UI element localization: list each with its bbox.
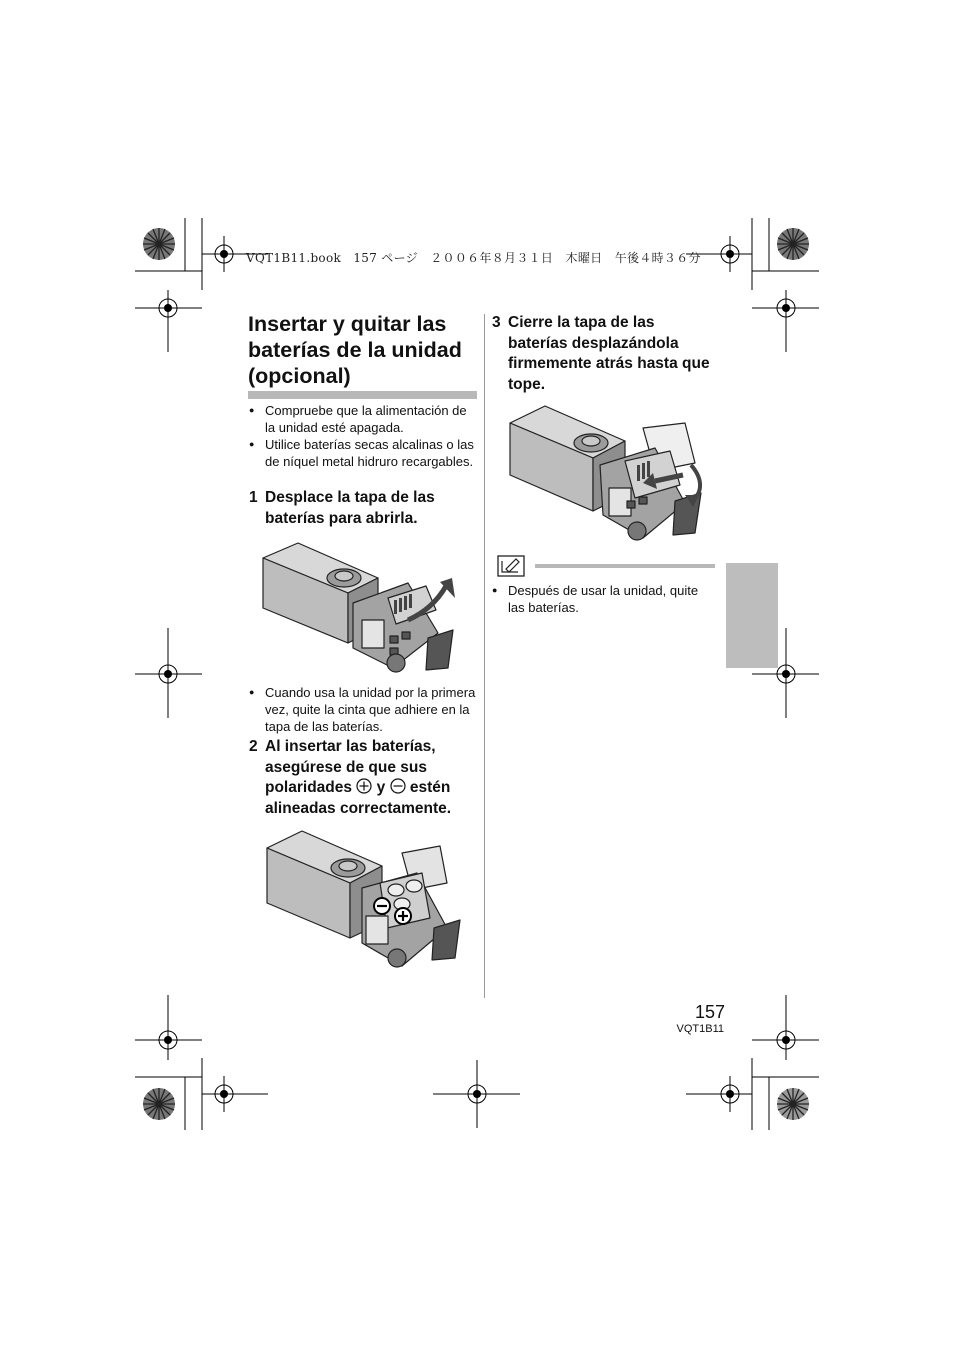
plus-polarity-icon bbox=[356, 778, 372, 794]
step-number: 2 bbox=[249, 738, 258, 755]
flash-unit-battery-polarity-illustration bbox=[262, 828, 467, 973]
step-text-end: estén alineadas correctamente. bbox=[265, 779, 452, 817]
column-divider bbox=[484, 314, 485, 998]
model-code: VQT1B11 bbox=[676, 1023, 724, 1035]
step-number: 3 bbox=[492, 314, 501, 331]
step-2 bbox=[249, 737, 481, 819]
list-item: ● Cuando usa la unidad por la primera vez, quite la cinta que adhiere en la tapa de las baterías. bbox=[249, 684, 481, 735]
note-divider bbox=[535, 564, 715, 568]
flash-unit-opening-cover-illustration bbox=[258, 538, 468, 683]
minus-polarity-icon bbox=[390, 778, 406, 794]
section-tab bbox=[726, 563, 778, 668]
step-3 bbox=[492, 313, 712, 395]
print-header: VQT1B11.book 157 ページ ２００６年８月３１日 木曜日 午後４時３６分 bbox=[246, 251, 701, 265]
step-1 bbox=[249, 488, 479, 529]
list-item: ● Utilice baterías secas alcalinas o las de níquel metal hidruro recargables. bbox=[249, 436, 477, 470]
note-icon bbox=[497, 555, 525, 577]
list-item: ● Compruebe que la alimentación de la unidad esté apagada. bbox=[249, 402, 477, 436]
page-title: Insertar y quitar las baterías de la unidad (opcional) bbox=[248, 312, 462, 388]
note-bullet-list bbox=[492, 582, 714, 616]
page-number: 157 bbox=[694, 1002, 725, 1022]
step-text: Al insertar las baterías, asegúrese de que sus polaridades bbox=[265, 738, 436, 796]
step1-bullet-list bbox=[249, 684, 481, 735]
intro-bullet-list bbox=[249, 402, 477, 470]
step-text: Cierre la tapa de las baterías desplazándola firmemente atrás hasta que tope. bbox=[508, 314, 710, 393]
step-text: Desplace la tapa de las baterías para abrirla. bbox=[265, 489, 435, 527]
title-underline bbox=[248, 391, 477, 399]
step-number: 1 bbox=[249, 489, 258, 506]
flash-unit-closing-cover-illustration bbox=[505, 403, 715, 548]
list-item: ● Después de usar la unidad, quite las baterías. bbox=[492, 582, 714, 616]
step-text-conjunction: y bbox=[376, 779, 386, 796]
